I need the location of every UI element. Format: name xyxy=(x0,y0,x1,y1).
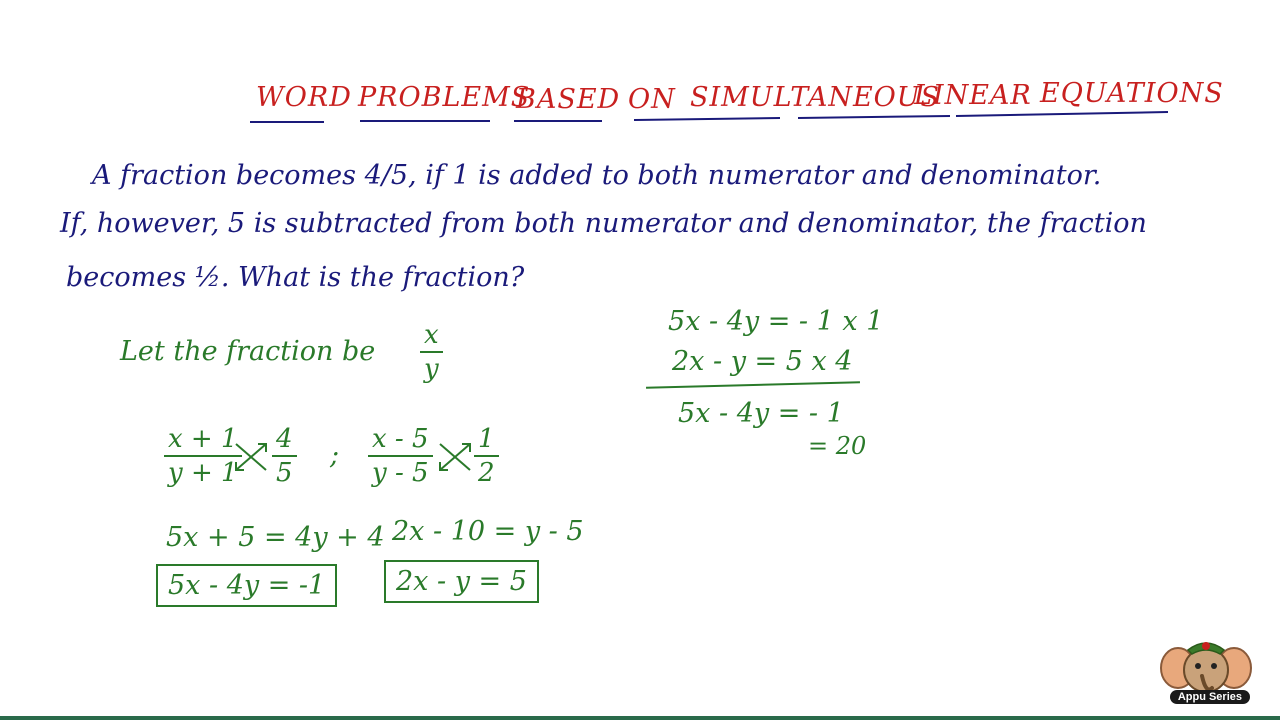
eq1-left-fraction xyxy=(164,424,242,488)
fraction-bar xyxy=(474,455,499,457)
title-word-5: SIMULTANEOUS xyxy=(690,82,941,113)
title-word-6: LINEAR xyxy=(914,80,1032,111)
fraction-bar xyxy=(420,351,443,353)
elimination-row-1: 5x - 4y = - 1 x 1 xyxy=(668,306,884,337)
page-title xyxy=(250,78,1224,128)
fraction-denominator: y xyxy=(424,354,439,384)
eq2-expanded: 2x - 10 = y - 5 xyxy=(392,516,584,547)
eq2-left-fraction xyxy=(368,424,433,488)
eq2-right-fraction xyxy=(474,424,499,488)
bottom-bar xyxy=(0,716,1280,720)
eq1-boxed-result: 5x - 4y = -1 xyxy=(156,564,337,607)
elimination-row-2: 2x - y = 5 x 4 xyxy=(672,346,853,377)
equation-separator: ; xyxy=(330,440,340,471)
title-word-1: WORD xyxy=(256,82,352,113)
eq1-right-fraction xyxy=(272,424,297,488)
fraction-bar xyxy=(368,455,433,457)
let-fraction xyxy=(420,320,443,384)
fraction-numerator: x - 5 xyxy=(372,424,429,454)
let-fraction-text: Let the fraction be xyxy=(120,336,376,367)
problem-line-1: A fraction becomes 4/5, if 1 is added to both numerator and denominator. xyxy=(92,160,1102,191)
elimination-divider xyxy=(646,381,860,389)
fraction-numerator: 4 xyxy=(276,424,293,454)
problem-line-2: If, however, 5 is subtracted from both numerator and denominator, the fraction xyxy=(60,208,1147,239)
fraction-bar xyxy=(164,455,242,457)
title-word-7: EQUATIONS xyxy=(1040,78,1224,109)
title-word-3: BASED xyxy=(516,84,621,115)
elimination-row-4: = 20 xyxy=(808,432,867,460)
fraction-numerator: x xyxy=(424,320,439,350)
fraction-bar xyxy=(272,455,297,457)
cross-multiply-icon xyxy=(436,440,476,474)
fraction-denominator: y - 5 xyxy=(372,458,429,488)
title-word-4: ON xyxy=(628,84,676,115)
eq2-boxed-result: 2x - y = 5 xyxy=(384,560,539,603)
problem-line-3: becomes ½. What is the fraction? xyxy=(66,262,525,293)
fraction-denominator: 2 xyxy=(478,458,495,488)
elimination-row-3: 5x - 4y = - 1 xyxy=(678,398,844,429)
cross-multiply-icon xyxy=(232,440,272,474)
title-word-2: PROBLEMS xyxy=(358,82,531,113)
fraction-denominator: 5 xyxy=(276,458,293,488)
fraction-numerator: x + 1 xyxy=(168,424,238,454)
logo-label: Appu Series xyxy=(1170,690,1250,704)
title-underline xyxy=(250,78,1170,128)
eq1-expanded: 5x + 5 = 4y + 4 xyxy=(166,522,385,553)
fraction-numerator: 1 xyxy=(478,424,495,454)
fraction-denominator: y + 1 xyxy=(168,458,238,488)
